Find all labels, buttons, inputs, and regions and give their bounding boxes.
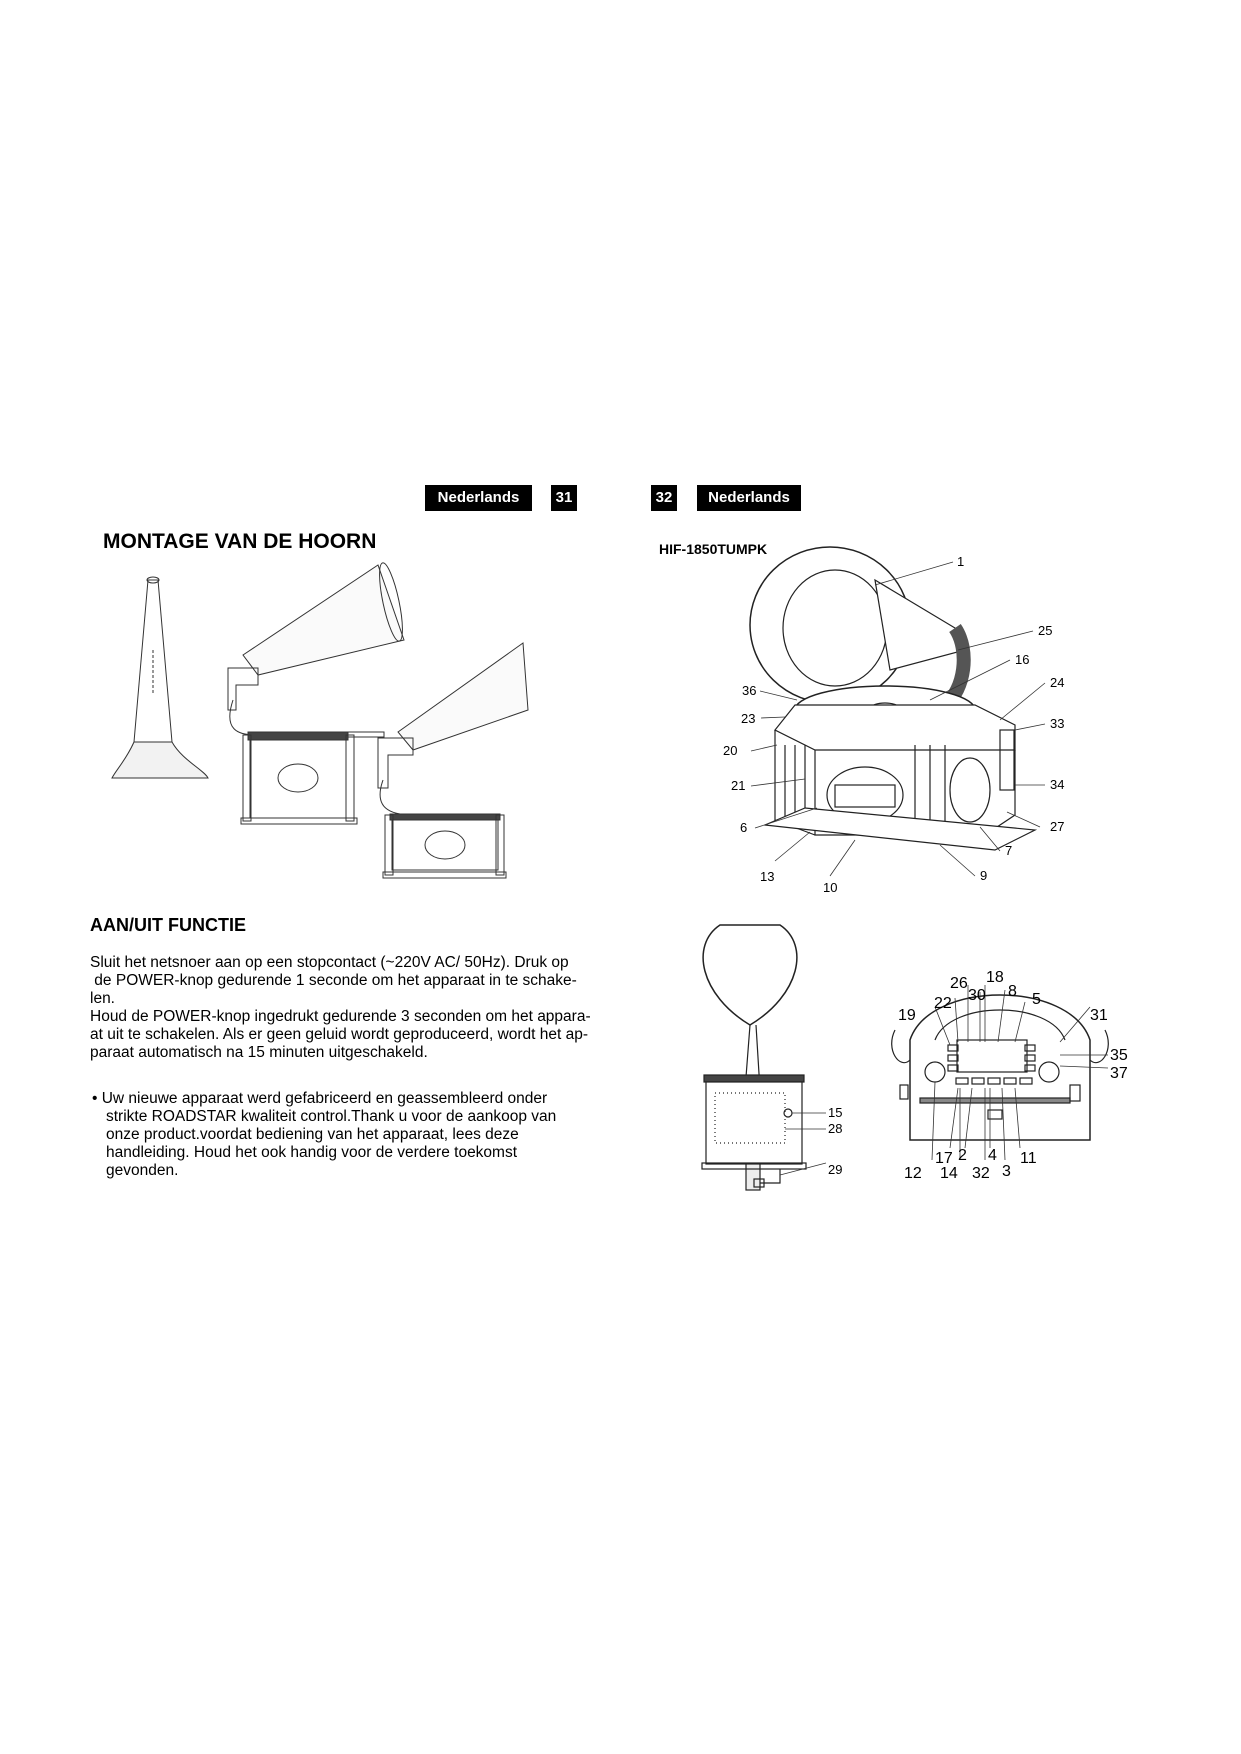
callout-label: 34: [1050, 777, 1065, 792]
left-language-tab: Nederlands: [425, 485, 532, 511]
callout-label: 10: [823, 880, 838, 895]
left-page-number: 31: [551, 485, 577, 511]
right-language-tab: Nederlands: [697, 485, 801, 511]
bullet-line: handleiding. Houd het ook handig voor de verdere toekomst: [106, 1144, 518, 1161]
callout-label: 36: [742, 683, 757, 698]
horn-assembly-illustration: [108, 560, 528, 880]
callout-label: 31: [1090, 1007, 1108, 1024]
callout-label: 28: [828, 1121, 843, 1136]
callout-label: 37: [1110, 1065, 1128, 1082]
callout-label: 9: [980, 868, 988, 883]
callout-label: 4: [988, 1147, 997, 1164]
page-title: MONTAGE VAN DE HOORN: [103, 530, 377, 553]
callout-label: 11: [1020, 1150, 1037, 1167]
callout-label: 25: [1038, 623, 1053, 638]
power-instructions: [90, 954, 650, 1062]
callout-label: 12: [904, 1165, 922, 1182]
callout-label: 17: [935, 1150, 953, 1167]
callout-label: 18: [986, 969, 1004, 986]
callout-label: 21: [731, 778, 746, 793]
callout-label: 7: [1005, 843, 1013, 858]
model-number: HIF-1850TUMPK: [659, 541, 768, 557]
callout-label: 14: [940, 1165, 958, 1182]
callout-label: 26: [950, 975, 968, 992]
callout-label: 32: [972, 1165, 990, 1182]
paragraph-line: Sluit het netsnoer aan op een stopcontact (~220V AC/ 50Hz). Druk op: [90, 954, 569, 971]
paragraph-line: at uit te schakelen. Als er geen geluid wordt geproduceerd, wordt het ap-: [90, 1026, 589, 1043]
callout-label: 16: [1015, 652, 1030, 667]
gramophone-main-diagram: [715, 540, 1135, 910]
bullet-line: strikte ROADSTAR kwaliteit control.Thank u voor de aankoop van: [106, 1108, 557, 1125]
bullet-line: gevonden.: [106, 1162, 179, 1179]
callout-label: 23: [741, 711, 756, 726]
callout-label: 20: [723, 743, 738, 758]
callout-label: 13: [760, 869, 775, 884]
bullet-line: • Uw nieuwe apparaat werd gefabriceerd en geassembleerd onder: [92, 1090, 548, 1107]
control-panel-diagram: [890, 960, 1140, 1200]
paragraph-line: len.: [90, 990, 115, 1007]
paragraph-line: Houd de POWER-knop ingedrukt gedurende 3 seconden om het appara-: [90, 1008, 591, 1025]
callout-label: 15: [828, 1105, 843, 1120]
section-title: AAN/UIT FUNCTIE: [90, 915, 246, 935]
right-page-number: 32: [651, 485, 677, 511]
callout-label: 1: [957, 554, 965, 569]
callout-label: 5: [1032, 991, 1041, 1008]
callout-label: 27: [1050, 819, 1065, 834]
callout-label: 30: [968, 987, 986, 1004]
callout-label: 2: [958, 1147, 967, 1164]
callout-label: 22: [934, 995, 952, 1012]
callout-label: 8: [1008, 983, 1017, 1000]
callout-label: 29: [828, 1162, 843, 1177]
callout-label: 35: [1110, 1047, 1128, 1064]
callout-label: 6: [740, 820, 748, 835]
callout-label: 33: [1050, 716, 1065, 731]
callout-label: 3: [1002, 1163, 1011, 1180]
paragraph-line: paraat automatisch na 15 minuten uitgeschakeld.: [90, 1044, 428, 1061]
gramophone-side-diagram: [690, 925, 850, 1190]
quality-note: [92, 1090, 652, 1180]
bullet-line: onze product.voordat bediening van het apparaat, lees deze: [106, 1126, 519, 1143]
paragraph-line: de POWER-knop gedurende 1 seconde om het apparaat in te schake-: [90, 972, 577, 989]
callout-label: 19: [898, 1007, 916, 1024]
callout-label: 24: [1050, 675, 1065, 690]
